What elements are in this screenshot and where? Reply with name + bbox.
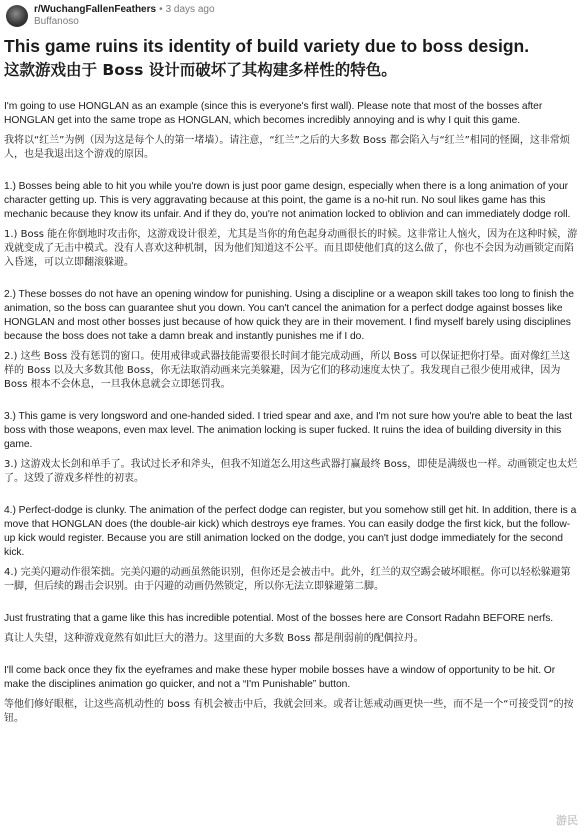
paragraph-chinese: 2.) 这些 Boss 没有惩罚的窗口。使用戒律或武器技能需要很长时间才能完成动画，所以 Boss 可以保证把你打晕。面对像红兰这样的 Boss 以及大多数其他 Boss，你无法取消动画来完美躲避，因为它们的移动速度太快了。我发现自己很少使用戒律，因为 Boss 根本不会休息，一旦我休息就会立即惩罚我。 bbox=[4, 351, 571, 390]
paragraph-english: I'll come back once they fix the eyeframes and make these hyper mobile bosses have a window of opportunity to be hit. Or make the disciplines animation go quicker, and not a “I'm Punishable” button. bbox=[4, 665, 556, 690]
meta-separator: • bbox=[159, 4, 163, 15]
paragraph-english: I'm going to use HONGLAN as an example (since this is everyone's first wall). Please note that most of the bosses after HONGLAN get into the same trope as HONGLAN, which becomes incredibly annoying and is why I quit this game. bbox=[4, 101, 543, 126]
paragraph-english: 2.) These bosses do not have an opening window for punishing. Using a discipline or a weapon skill takes too long to finish the animation, so the boss can guarantee shut you down. You can't cancel the animation for a perfect dodge against bosses like HONGLAN and most other bosses just because of how quick they are in their movement. I find myself barely using disciplines because the boss does not take a damn break and instantly punishes me if I do. bbox=[4, 289, 574, 342]
paragraph-english: 1.) Bosses being able to hit you while you're down is just poor game design, especially when there is a long animation of your character getting up. This is very aggravating because at this point, the game is a no-hit run. No soul likes game has this mechanic because they know its unfair. And if they do, you're not animation locked to oblivion and can immediately dodge roll. bbox=[4, 181, 571, 220]
post-meta-top bbox=[34, 4, 215, 16]
paragraph-chinese: 1.) Boss 能在你倒地时攻击你，这游戏设计很差，尤其是当你的角色起身动画很长的时候。这非常让人恼火，因为在这种时候，游戏就变成了无击中模式。没有人喜欢这种机制，因为他们知道这不公平。而且即使他们真的这么做了，你也不会因为动画锁定而陷入昏迷，可以立即翻滚躲避。 bbox=[4, 229, 578, 268]
post-meta bbox=[34, 4, 215, 28]
post-header bbox=[6, 4, 215, 30]
paragraph-chinese: 3.) 这游戏太长剑和单手了。我试过长矛和斧头，但我不知道怎么用这些武器打赢最终 Boss，即使是满级也一样。动画锁定也太烂了。这毁了游戏多样性的初衷。 bbox=[4, 459, 578, 484]
post-time: 3 days ago bbox=[165, 4, 215, 15]
post-title-chinese: 这款游戏由于 Boss 设计而破坏了其构建多样性的特色。 bbox=[4, 61, 397, 79]
subreddit-avatar[interactable] bbox=[6, 5, 28, 27]
author-link[interactable]: Buffanoso bbox=[34, 16, 79, 27]
site-watermark: 游民 bbox=[556, 814, 578, 827]
post-title-english: This game ruins its identity of build variety due to boss design. bbox=[4, 36, 530, 56]
paragraph-chinese: 等他们修好眼框，让这些高机动性的 boss 有机会被击中后，我就会回来。或者让惩戒动画更快一些，而不是一个“可接受罚”的按钮。 bbox=[4, 699, 574, 724]
paragraph-chinese: 4.) 完美闪避动作很笨拙。完美闪避的动画虽然能识别，但你还是会被击中。此外，红兰的双空踢会破坏眼框。你可以轻松躲避第一脚，但后续的踢击会识别。由于闪避的动画仍然锁定，所以你无法立即躲避第二脚。 bbox=[4, 567, 571, 592]
paragraph-chinese: 我将以“红兰”为例（因为这是每个人的第一堵墙）。请注意，“红兰”之后的大多数 Boss 都会陷入与“红兰”相同的怪圈，这非常烦人，也是我退出这个游戏的原因。 bbox=[4, 135, 570, 160]
paragraph-english: 3.) This game is very longsword and one-handed sided. I tried spear and axe, and I'm not sure how you're able to beat the last boss with those weapons, even max level. The animation locking is super fucked. It ruins the idea of building diversity in this game. bbox=[4, 411, 573, 450]
subreddit-link[interactable]: r/WuchangFallenFeathers bbox=[34, 4, 157, 15]
post-body bbox=[4, 100, 580, 744]
paragraph-english: Just frustrating that a game like this has incredible potential. Most of the bosses here are Consort Radahn BEFORE nerfs. bbox=[4, 613, 554, 624]
paragraph-english: 4.) Perfect-dodge is clunky. The animation of the perfect dodge can register, but you somehow still get hit. In addition, there is a move that HONGLAN does (the double-air kick) which destroys eye frames. You can easily dodge the first kick, but the follow-up kick would register. Because you are still animation locked on the dodge, you can't just dodge immediately for the second kick. bbox=[4, 505, 577, 558]
paragraph-chinese: 真让人失望，这种游戏竟然有如此巨大的潜力。这里面的大多数 Boss 都是削弱前的配偶拉丹。 bbox=[4, 633, 424, 644]
